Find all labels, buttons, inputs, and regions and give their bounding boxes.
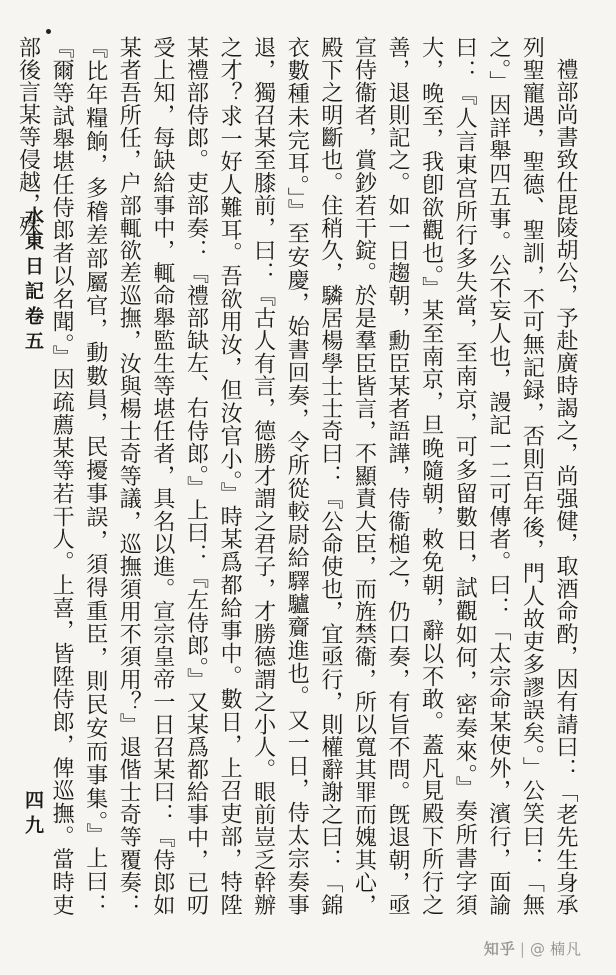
watermark-author: 楠凡 bbox=[549, 940, 582, 958]
book-title: 水東日記卷五 bbox=[22, 206, 44, 356]
page-number: 四九 bbox=[22, 790, 44, 840]
watermark-divider: | bbox=[519, 939, 526, 958]
watermark-at: @ bbox=[529, 939, 546, 958]
paragraph: 禮部尚書致仕毘陵胡公，予赴廣時謁之，尚强健，取酒命酌，因有請曰：「老先生身承列聖寵遇，聖德、聖訓，不可無記録，否則百年後，門人故吏多謬誤矣。」公笑曰：「無之。」因詳舉四五事。公不妄人也，謾記一二可傳者。曰：「太宗命某使外，濱行，面諭曰：『人言東宫所行多失當，至南京，可多留數日，試觀如何，密奏來。』奏所書字須大，晚至，我卽欲觀也。』某至南京，旦晚隨朝，敕免朝，辭以不敢。蓋凡見殿下所行之善，退則記之。如一日趨朝，勳臣某者語譁，侍衞槌之，仍口奏，有旨不問。旣退朝，亟宣侍衞者，賞鈔若干錠。於是羣臣皆言，不顯責大臣，而旌禁衞，所以寬其罪而媿其心，殿下之明斷也。住稍久，驎居楊學士士奇曰：『公命使也，宜亟行，則權辭謝之曰：「錦衣數種未完耳。」』至安慶，始書回奏，令所從較尉給驛驢齎進也。又一日，侍太宗奏事退，獨召某至膝前，曰：『古人有言，德勝才謂之君子，才勝德謂之小人。眼前豈乏幹辦之才？求一好人難耳。吾欲用汝，但汝官小。』時某爲都給事中。數日，上召吏部，特陞某禮部侍郎。吏部奏：『禮部缺左、右侍郎。』上曰：『左侍郎。』又某爲都給事中，已叨受上知，每缺給事中，輒命舉監生等堪任者，具名以進。宣宗皇帝一日召某曰：『侍郎如某者吾所任，户部輒欲差巡撫，汝與楊士奇等議，巡撫須用不須用？』退偕士奇等覆奏：『比年糧餉，多稽差部屬官，動數員，民擾事誤，須得重臣，則民安而事集。』上曰：『爾等試舉堪任侍郎者以名聞。』因疏薦某等若干人。上喜，皆陞侍郎，俾巡撫。當時吏部後言某等侵越，殊 bbox=[15, 36, 578, 916]
ink-dot bbox=[46, 29, 51, 34]
watermark-logo: 知乎 bbox=[483, 940, 516, 958]
zhihu-watermark bbox=[484, 938, 582, 959]
